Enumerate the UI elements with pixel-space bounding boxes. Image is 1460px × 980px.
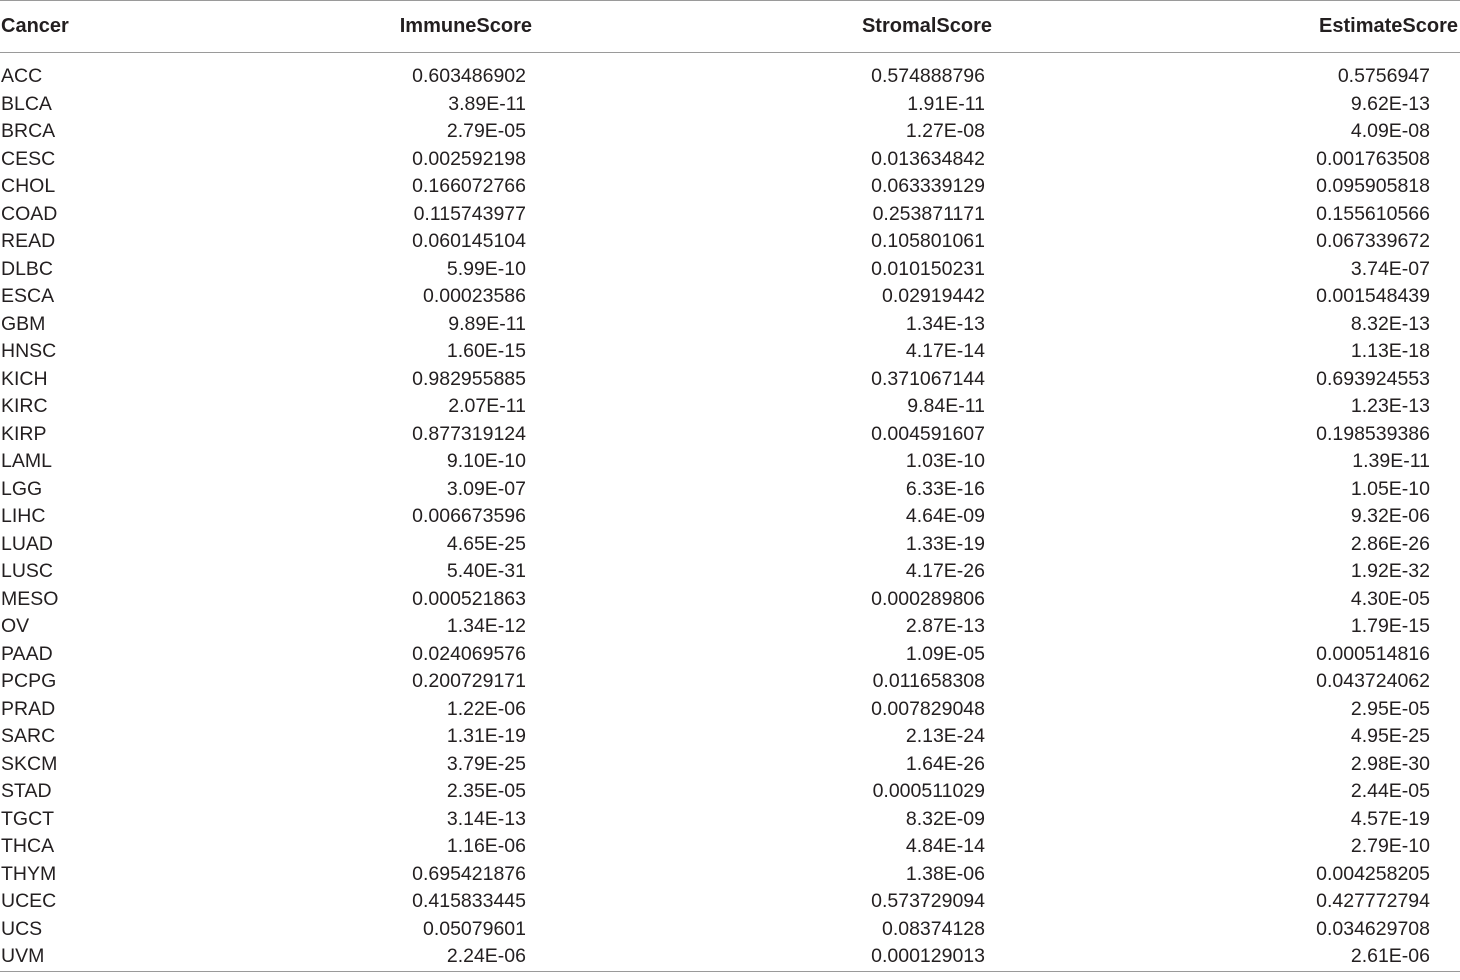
cell-stromalscore: 4.64E-09	[905, 505, 985, 527]
cell-immunescore: 2.79E-05	[446, 120, 526, 142]
cell-stromalscore: 1.03E-10	[905, 450, 985, 472]
cell-stromalscore: 0.000129013	[760, 943, 1090, 971]
table-row	[0, 943, 1460, 971]
cell-immunescore: 0.200729171	[412, 670, 526, 692]
cell-cancer: UCEC	[1, 890, 57, 912]
cell-estimatescore: 0.001763508	[1316, 147, 1430, 170]
cell-stromalscore: 1.33E-19	[905, 532, 985, 555]
table-row	[0, 476, 1460, 504]
cell-immunescore: 0.115743977	[413, 202, 526, 225]
table-row	[0, 833, 1460, 861]
cell-stromalscore: 1.91E-11	[907, 92, 985, 115]
cell-estimatescore: 1.05E-10	[1350, 477, 1430, 500]
cell-estimatescore: 1.13E-18	[1350, 340, 1430, 362]
table-row	[0, 91, 1460, 119]
cell-cancer: ACC	[1, 65, 43, 87]
cell-estimatescore: 0.198539386	[1316, 422, 1430, 445]
cell-immunescore: 9.10E-10	[446, 450, 526, 472]
cell-cancer: LUSC	[1, 560, 54, 582]
cell-immunescore: 0.982955885	[412, 367, 526, 390]
cell-stromalscore: 0.000511029	[872, 780, 985, 802]
cell-estimatescore: 2.44E-05	[1350, 780, 1430, 802]
cell-immunescore: 0.024069576	[412, 642, 526, 665]
cell-immunescore: 0.00023586	[422, 285, 526, 307]
cell-immunescore: 1.34E-12	[446, 615, 526, 637]
table-row	[0, 613, 1460, 641]
cell-stromalscore: 0.574888796	[871, 65, 985, 87]
cell-cancer: BLCA	[1, 92, 52, 115]
table-row	[0, 448, 1460, 476]
cell-cancer: LUAD	[1, 532, 54, 555]
cell-immunescore: 2.07E-11	[448, 395, 526, 417]
cell-stromalscore: 0.253871171	[872, 202, 985, 225]
table-row	[0, 586, 1460, 614]
table-row	[0, 558, 1460, 586]
cell-cancer: BRCA	[1, 120, 56, 142]
table-row	[0, 531, 1460, 559]
cell-estimatescore: 0.004258205	[1316, 862, 1430, 885]
column-header-estimatescore: EstimateScore	[1090, 1, 1460, 53]
cell-immunescore: 3.09E-07	[446, 477, 526, 500]
cell-stromalscore: 8.32E-09	[905, 807, 985, 830]
cell-stromalscore: 0.573729094	[871, 890, 985, 912]
cell-immunescore: 0.000521863	[412, 587, 526, 610]
cell-stromalscore: 9.84E-11	[907, 395, 985, 417]
table-row	[0, 311, 1460, 339]
cell-stromalscore: 4.17E-26	[905, 560, 985, 582]
cell-stromalscore: 0.011658308	[872, 670, 985, 692]
cell-cancer: SKCM	[1, 752, 58, 775]
cell-stromalscore: 1.38E-06	[905, 862, 985, 885]
cell-immunescore: 5.99E-10	[446, 257, 526, 280]
cell-estimatescore: 0.095905818	[1316, 175, 1430, 197]
cell-cancer: HNSC	[1, 340, 57, 362]
cell-immunescore: 0.002592198	[412, 147, 526, 170]
cell-immunescore: 0.006673596	[412, 505, 526, 527]
cell-cancer: LGG	[1, 477, 43, 500]
table-row	[0, 173, 1460, 201]
table-row	[0, 668, 1460, 696]
table-row	[0, 696, 1460, 724]
cell-estimatescore: 1.92E-32	[1350, 560, 1430, 582]
cell-cancer: THCA	[1, 835, 55, 857]
cell-cancer: LAML	[1, 450, 52, 472]
table-row	[0, 63, 1460, 91]
table-row	[0, 916, 1460, 944]
table-row	[0, 806, 1460, 834]
cell-stromalscore: 1.09E-05	[905, 642, 985, 665]
cell-cancer: TGCT	[1, 807, 55, 830]
cell-immunescore: 0.166072766	[412, 175, 526, 197]
cell-cancer: READ	[1, 230, 56, 252]
cell-estimatescore: 0.001548439	[1316, 285, 1430, 307]
cell-cancer: OV	[1, 615, 30, 637]
cell-stromalscore: 0.063339129	[871, 175, 985, 197]
cell-estimatescore: 0.000514816	[1316, 642, 1430, 665]
cell-stromalscore: 1.34E-13	[905, 312, 985, 335]
cell-cancer: KIRC	[1, 395, 48, 417]
cell-immunescore: 0.05079601	[422, 917, 526, 940]
table-row	[0, 146, 1460, 174]
cell-estimatescore: 4.57E-19	[1350, 807, 1430, 830]
table-row	[0, 503, 1460, 531]
table-row	[0, 778, 1460, 806]
cell-estimatescore: 4.30E-05	[1350, 587, 1430, 610]
cell-estimatescore: 0.043724062	[1316, 670, 1430, 692]
cell-cancer: LIHC	[1, 505, 46, 527]
cell-cancer: PAAD	[1, 642, 53, 665]
cell-cancer: SARC	[1, 725, 56, 747]
cell-cancer: UCS	[1, 917, 43, 940]
cell-cancer: KIRP	[1, 422, 47, 445]
cell-stromalscore: 2.87E-13	[905, 615, 985, 637]
cell-immunescore: 1.31E-19	[446, 725, 526, 747]
cell-immunescore: 3.89E-11	[448, 92, 526, 115]
table-header-row	[0, 1, 1460, 53]
table-row	[0, 861, 1460, 889]
cell-estimatescore: 0.427772794	[1316, 890, 1430, 912]
column-header-cancer: Cancer	[0, 1, 170, 53]
cell-immunescore: 3.79E-25	[446, 752, 526, 775]
cell-cancer: PCPG	[1, 670, 57, 692]
table-row	[0, 366, 1460, 394]
cell-immunescore: 0.060145104	[412, 230, 526, 252]
table-row	[0, 256, 1460, 284]
cell-estimatescore: 0.155610566	[1316, 202, 1430, 225]
cell-stromalscore: 1.27E-08	[905, 120, 985, 142]
table-row	[0, 393, 1460, 421]
table-row	[0, 421, 1460, 449]
table-row	[0, 751, 1460, 779]
table-row	[0, 201, 1460, 229]
cell-estimatescore: 2.86E-26	[1350, 532, 1430, 555]
cell-estimatescore: 2.98E-30	[1350, 752, 1430, 775]
cell-immunescore: 0.603486902	[412, 65, 526, 87]
cell-estimatescore: 8.32E-13	[1350, 312, 1430, 335]
cell-estimatescore: 4.09E-08	[1350, 120, 1430, 142]
cell-immunescore: 1.22E-06	[446, 697, 526, 720]
cell-cancer: KICH	[1, 367, 48, 390]
cell-cancer: COAD	[1, 202, 58, 225]
cell-cancer: GBM	[1, 312, 46, 335]
cell-estimatescore: 2.79E-10	[1350, 835, 1430, 857]
cell-estimatescore: 0.693924553	[1316, 367, 1430, 390]
cell-immunescore: 5.40E-31	[446, 560, 526, 582]
table-row	[0, 723, 1460, 751]
cell-stromalscore: 1.64E-26	[905, 752, 985, 775]
cell-estimatescore: 3.74E-07	[1350, 257, 1430, 280]
cell-cancer: THYM	[1, 862, 57, 885]
table-row	[0, 338, 1460, 366]
cell-stromalscore: 4.17E-14	[905, 340, 985, 362]
cell-cancer: DLBC	[1, 257, 54, 280]
cell-stromalscore: 0.105801061	[871, 230, 985, 252]
cell-stromalscore: 2.13E-24	[905, 725, 985, 747]
cell-cancer: UVM	[0, 943, 170, 971]
table-body	[0, 53, 1460, 972]
cell-immunescore: 2.24E-06	[170, 943, 760, 971]
cell-immunescore: 3.14E-13	[446, 807, 526, 830]
cell-cancer: STAD	[1, 780, 52, 802]
cell-immunescore: 0.877319124	[412, 422, 526, 445]
cell-stromalscore: 0.08374128	[881, 917, 985, 940]
cell-stromalscore: 6.33E-16	[905, 477, 985, 500]
cell-stromalscore: 0.010150231	[871, 257, 985, 280]
cell-estimatescore: 0.5756947	[1337, 65, 1430, 87]
column-header-immunescore: ImmuneScore	[170, 1, 760, 53]
cell-cancer: ESCA	[1, 285, 55, 307]
cell-estimatescore: 4.95E-25	[1350, 725, 1430, 747]
cell-stromalscore: 0.013634842	[871, 147, 985, 170]
column-header-stromalscore: StromalScore	[760, 1, 1090, 53]
cell-stromalscore: 0.02919442	[881, 285, 985, 307]
cell-immunescore: 1.16E-06	[446, 835, 526, 857]
cell-estimatescore: 9.32E-06	[1350, 505, 1430, 527]
table-row	[0, 228, 1460, 256]
cell-stromalscore: 0.004591607	[871, 422, 985, 445]
cell-stromalscore: 0.371067144	[871, 367, 985, 390]
cell-estimatescore: 1.23E-13	[1350, 395, 1430, 417]
cell-estimatescore: 2.61E-06	[1090, 943, 1460, 971]
table-row	[0, 888, 1460, 916]
cell-estimatescore: 1.79E-15	[1350, 615, 1430, 637]
cell-estimatescore: 0.067339672	[1316, 230, 1430, 252]
cell-immunescore: 1.60E-15	[446, 340, 526, 362]
table-row	[0, 283, 1460, 311]
cell-immunescore: 4.65E-25	[446, 532, 526, 555]
table-row	[0, 641, 1460, 669]
cell-cancer: CHOL	[1, 175, 56, 197]
cell-stromalscore: 4.84E-14	[905, 835, 985, 857]
cell-stromalscore: 0.000289806	[871, 587, 985, 610]
cell-stromalscore: 0.007829048	[871, 697, 985, 720]
table-row	[0, 118, 1460, 146]
cell-immunescore: 9.89E-11	[448, 312, 526, 335]
cell-estimatescore: 0.034629708	[1316, 917, 1430, 940]
cell-estimatescore: 2.95E-05	[1350, 697, 1430, 720]
cell-immunescore: 0.415833445	[412, 890, 526, 912]
cell-estimatescore: 1.39E-11	[1352, 450, 1430, 472]
cell-cancer: CESC	[1, 147, 56, 170]
cell-immunescore: 2.35E-05	[446, 780, 526, 802]
cell-cancer: MESO	[1, 587, 59, 610]
cell-estimatescore: 9.62E-13	[1350, 92, 1430, 115]
cell-immunescore: 0.695421876	[412, 862, 526, 885]
cell-cancer: PRAD	[1, 697, 56, 720]
